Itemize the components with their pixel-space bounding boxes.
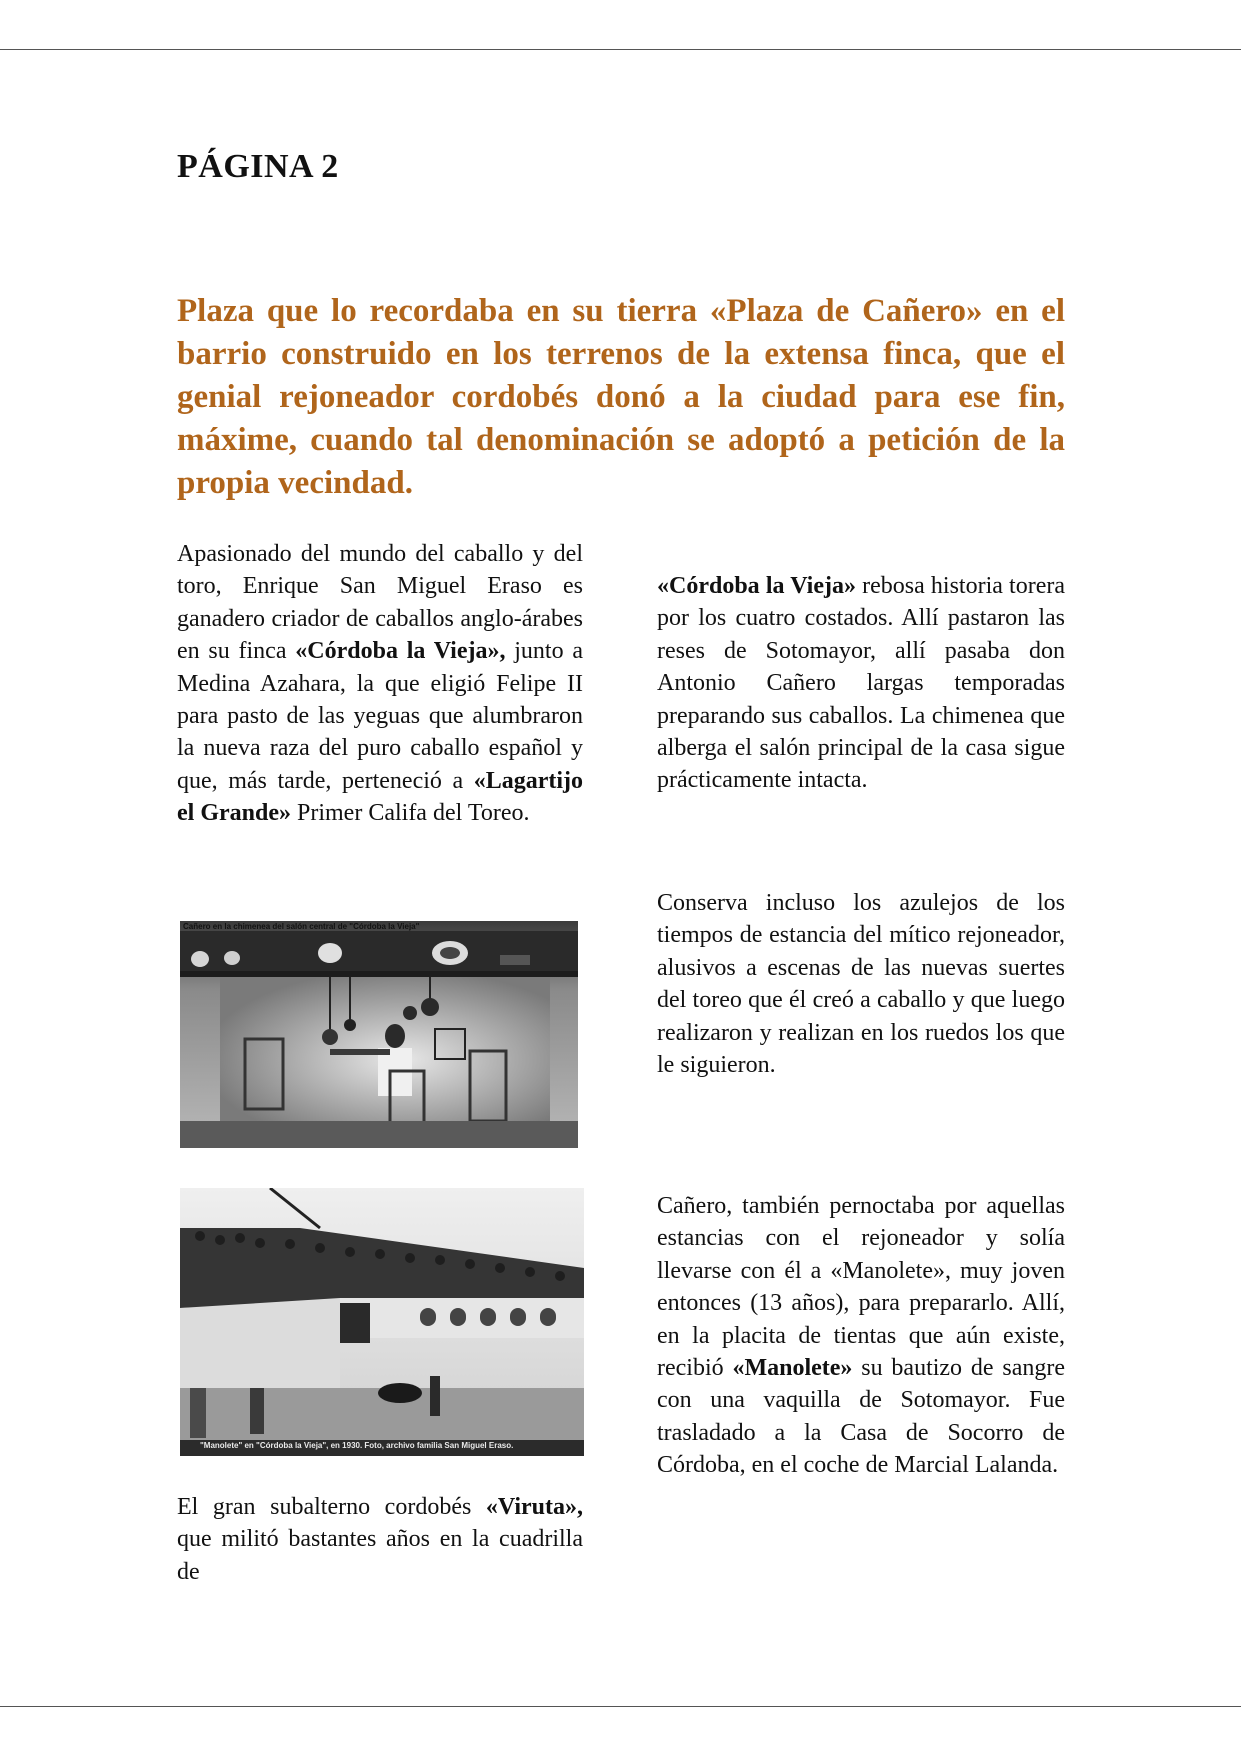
text-run: rebosa historia torera por los cuatro costados. Allí pastaron las reses de Sotomayor, allí pasaba don Antonio Cañero largas temporadas preparando sus caballos. La chimenea que alberga el salón principal de la casa sigue prácticamente intacta.	[657, 573, 1065, 794]
photo-fireplace-image	[180, 921, 578, 1148]
bold-run: «Viruta»,	[485, 1494, 583, 1520]
right-paragraph-3	[657, 1190, 1065, 1482]
photo-bullring-caption: "Manolete" en "Córdoba la Vieja", en 1930. Foto, archivo familia San Miguel Eraso.	[200, 1441, 514, 1450]
photo-fireplace	[180, 921, 578, 1148]
headline: Plaza que lo recordaba en su tierra «Plaza de Cañero» en el barrio construido en los terrenos de la extensa finca, que el genial rejoneador cordobés donó a la ciudad para ese fin, máxime, cuando tal denominación se adoptó a petición de la propia vecindad.	[177, 293, 1065, 501]
bold-run: «Córdoba la Vieja»,	[295, 638, 506, 665]
text-run: Cañero, también pernoctaba por aquellas estancias con el rejoneador y solía llevarse con él a «Manolete», muy joven entonces (13 años), para prepararlo. Allí, en la placita de tientas que aún existe, recibió	[657, 1193, 1065, 1382]
text-run: que militó bastantes años en la cuadrilla de	[177, 1526, 583, 1585]
text-run: El gran subalterno cordobés	[177, 1494, 486, 1520]
bottom-rule	[0, 1706, 1241, 1707]
photo-bullring	[180, 1188, 584, 1456]
bold-run: «Lagartijo el Grande»	[177, 767, 583, 827]
text-run: Apasionado del mundo del caballo y del toro, Enrique San Miguel Eraso es ganadero criador de caballos anglo-árabes en su finca	[177, 541, 583, 665]
bold-run: «Córdoba la Vieja»	[657, 573, 856, 599]
left-paragraph-1	[177, 538, 583, 830]
text-run: Primer Califa del Toreo.	[291, 800, 530, 827]
top-rule	[0, 49, 1241, 50]
text-run: junto a Medina Azahara, la que eligió Felipe II para pasto de las yeguas que alumbraron la nueva raza del puro caballo español y que, más tarde, perteneció a	[177, 638, 583, 794]
left-paragraph-2	[177, 1491, 583, 1588]
page-label: PÁGINA 2	[177, 148, 339, 185]
photo-bullring-image	[180, 1188, 584, 1456]
right-paragraph-1	[657, 570, 1065, 797]
text-run: su bautizo de sangre con una vaquilla de Sotomayor. Fue trasladado a la Casa de Socorro de Córdoba, en el coche de Marcial Lalanda.	[657, 1355, 1065, 1479]
photo-fireplace-caption: Cañero en la chimenea del salón central de "Córdoba la Vieja"	[183, 922, 420, 931]
right-paragraph-2: Conserva incluso los azulejos de los tiempos de estancia del mítico rejoneador, alusivos a escenas de las nuevas suertes del toreo que él creó a caballo y que luego realizaron y realizan en los ruedos los que le siguieron.	[657, 890, 1065, 1079]
bold-run: «Manolete»	[732, 1355, 853, 1382]
